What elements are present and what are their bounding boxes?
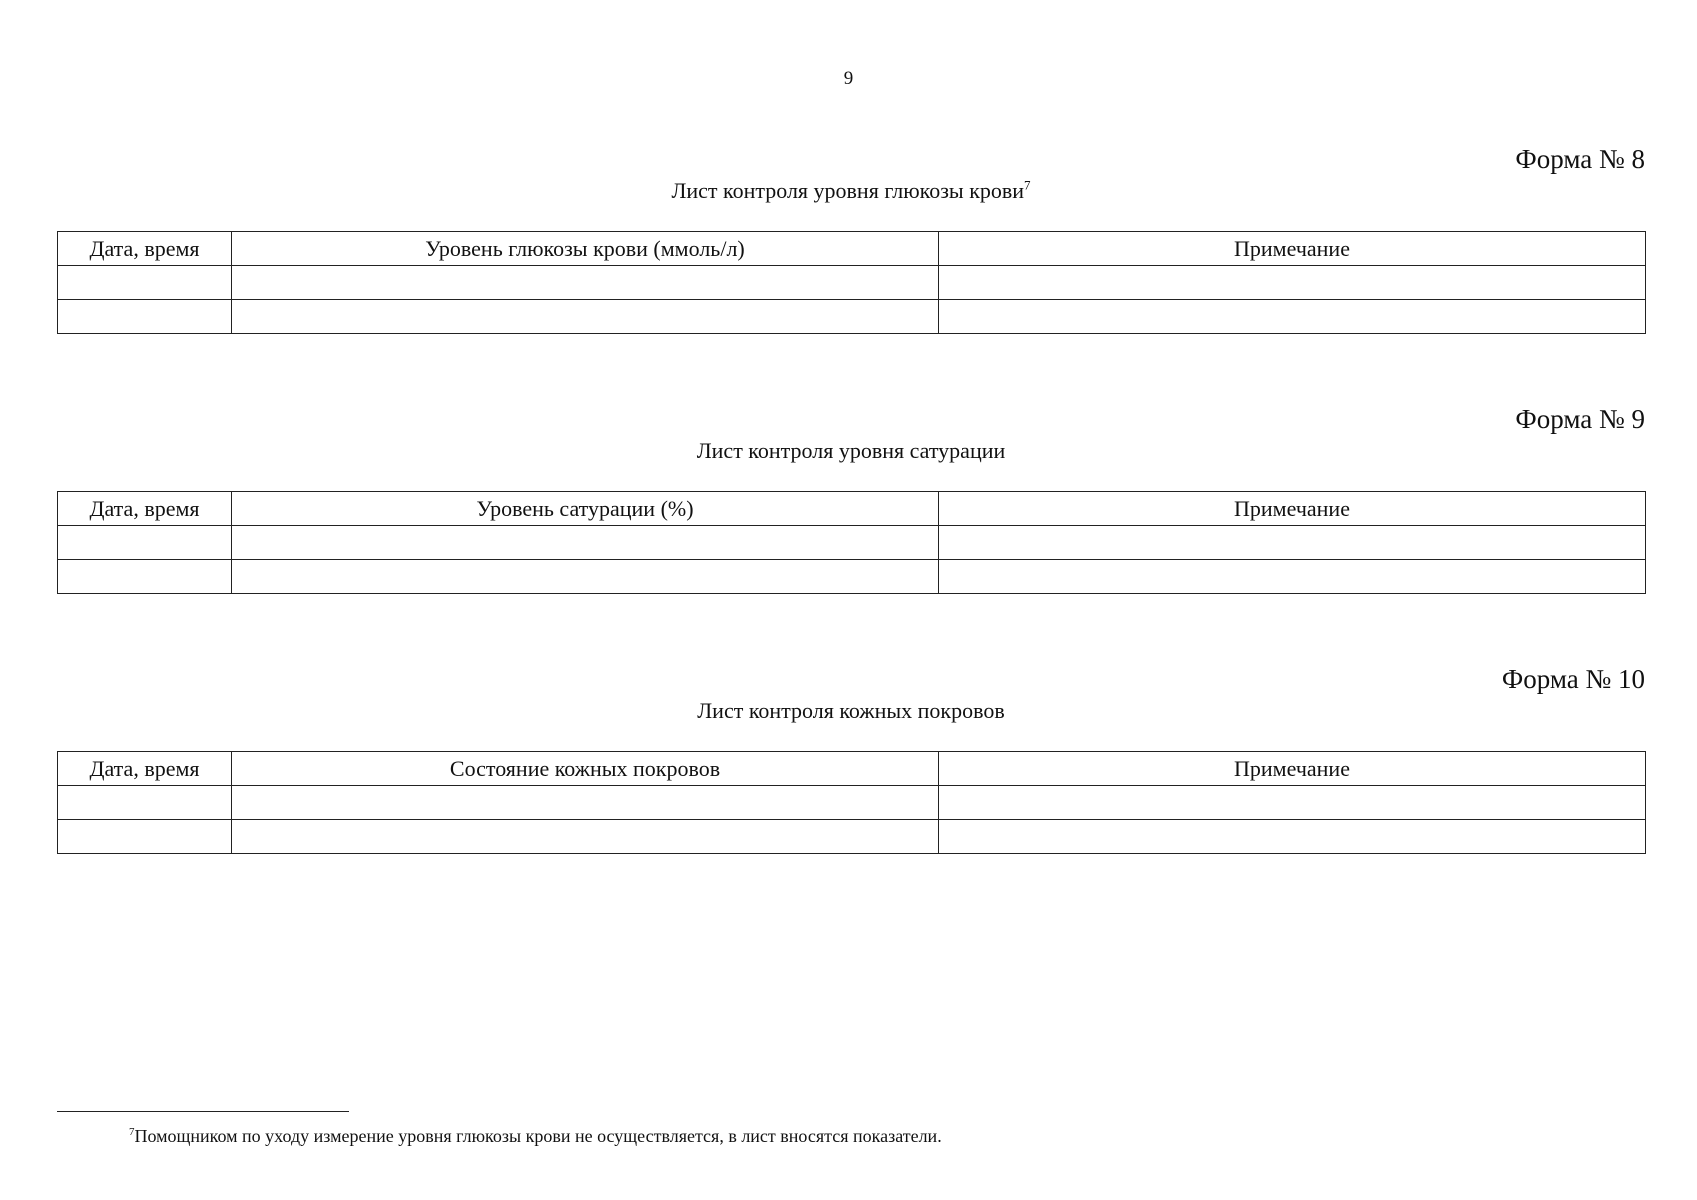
- form-8-block: [57, 143, 1645, 334]
- table-cell[interactable]: [939, 560, 1646, 594]
- column-header-date-time: Дата, время: [58, 752, 232, 786]
- footnote: [129, 1125, 942, 1147]
- table-cell[interactable]: [58, 786, 232, 820]
- footnote-mark: 7: [129, 1126, 135, 1138]
- form-title-text: Лист контроля уровня сатурации: [696, 438, 1006, 463]
- table-cell[interactable]: [939, 266, 1646, 300]
- form-title-text: Лист контроля уровня глюкозы крови: [671, 178, 1025, 203]
- table-cell[interactable]: [939, 820, 1646, 854]
- form-title: [57, 437, 1645, 465]
- table-row: [58, 820, 1646, 854]
- table-cell[interactable]: [58, 820, 232, 854]
- form-label: Форма № 8: [1515, 144, 1645, 174]
- column-header-note: Примечание: [939, 232, 1646, 266]
- table-header-row: [58, 232, 1646, 266]
- column-header-note: Примечание: [939, 752, 1646, 786]
- table-cell[interactable]: [232, 560, 939, 594]
- table-header-row: [58, 492, 1646, 526]
- form-label: Форма № 9: [1515, 404, 1645, 434]
- footnote-mark: 7: [1024, 177, 1031, 193]
- table-cell[interactable]: [58, 560, 232, 594]
- form-label: Форма № 10: [1501, 664, 1645, 694]
- table-cell[interactable]: [232, 786, 939, 820]
- page-number: 9: [843, 68, 854, 89]
- column-header-glucose-level: Уровень глюкозы крови (ммоль/л): [232, 232, 939, 266]
- saturation-control-table: [57, 491, 1646, 594]
- form-9-block: [57, 403, 1645, 594]
- table-cell[interactable]: [58, 266, 232, 300]
- form-10-block: [57, 663, 1645, 854]
- form-title: [57, 177, 1645, 205]
- table-cell[interactable]: [939, 526, 1646, 560]
- table-row: [58, 300, 1646, 334]
- table-cell[interactable]: [939, 300, 1646, 334]
- glucose-control-table: [57, 231, 1646, 334]
- form-title: [57, 697, 1645, 725]
- table-cell[interactable]: [232, 820, 939, 854]
- skin-condition-table: [57, 751, 1646, 854]
- table-cell[interactable]: [232, 526, 939, 560]
- table-header-row: [58, 752, 1646, 786]
- table-row: [58, 786, 1646, 820]
- column-header-date-time: Дата, время: [58, 492, 232, 526]
- table-row: [58, 560, 1646, 594]
- table-cell[interactable]: [232, 266, 939, 300]
- footnote-text: Помощником по уходу измерение уровня глюкозы крови не осуществляется, в лист вносятся показатели.: [134, 1126, 942, 1146]
- table-row: [58, 526, 1646, 560]
- table-cell[interactable]: [58, 300, 232, 334]
- table-cell[interactable]: [58, 526, 232, 560]
- table-cell[interactable]: [939, 786, 1646, 820]
- column-header-note: Примечание: [939, 492, 1646, 526]
- column-header-date-time: Дата, время: [58, 232, 232, 266]
- footnote-separator: [57, 1111, 349, 1112]
- column-header-skin-condition: Состояние кожных покровов: [232, 752, 939, 786]
- table-row: [58, 266, 1646, 300]
- form-title-text: Лист контроля кожных покровов: [697, 698, 1005, 723]
- column-header-saturation-level: Уровень сатурации (%): [232, 492, 939, 526]
- table-cell[interactable]: [232, 300, 939, 334]
